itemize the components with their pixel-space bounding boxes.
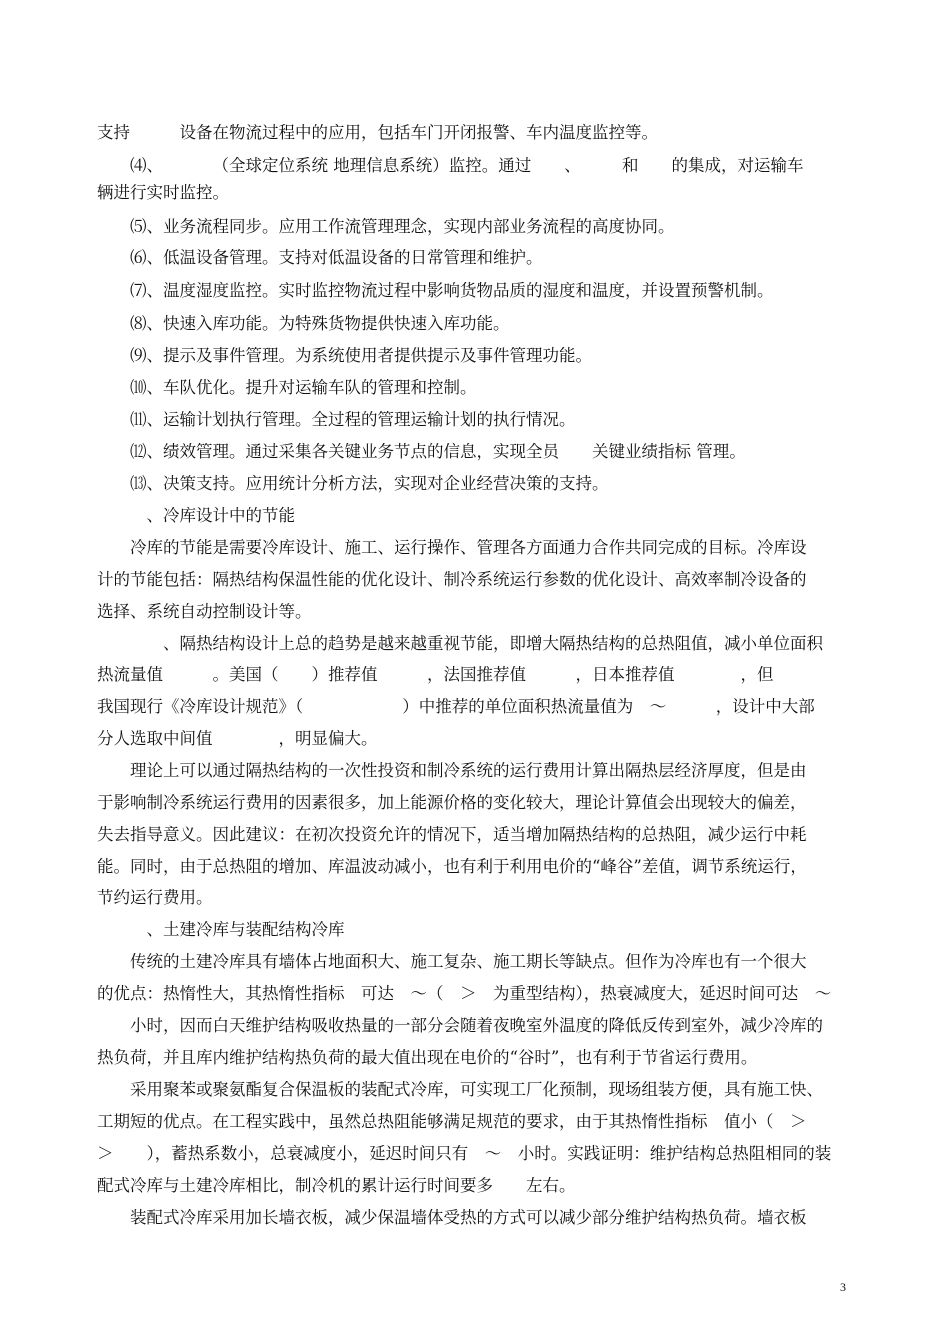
text-line: 我国现行《冷库设计规范》（ ）中推荐的单位面积热流量值为 ～ ，设计中大部 (97, 697, 815, 716)
text-line: ⑷、 （全球定位系统 地理信息系统）监控。通过 、 和 的集成，对运输车 (97, 156, 804, 175)
text-line: ⒀、决策支持。应用统计分析方法，实现对企业经营决策的支持。 (97, 474, 609, 493)
section-heading: 、土建冷库与装配结构冷库 (97, 920, 345, 939)
text-line: 热流量值 。美国（ ）推荐值 ，法国推荐值 ，日本推荐值 ，但 (97, 665, 774, 684)
text-line: 选择、系统自动控制设计等。 (97, 602, 312, 621)
text-line: 工期短的优点。在工程实践中，虽然总热阻能够满足规范的要求，由于其热惰性指标 值小（ ＞ (97, 1112, 807, 1131)
text-line: ⑼、提示及事件管理。为系统使用者提供提示及事件管理功能。 (97, 346, 592, 365)
text-line: 辆进行实时监控。 (97, 183, 229, 202)
text-line: 小时，因而白天维护结构吸收热量的一部分会随着夜晚室外温度的降低反传到室外，减少冷库的 (97, 1016, 823, 1035)
text-line: 失去指导意义。因此建议：在初次投资允许的情况下，适当增加隔热结构的总热阻，减少运行中耗 (97, 825, 807, 844)
text-line: 于影响制冷系统运行费用的因素很多，加上能源价格的变化较大，理论计算值会出现较大的偏差， (97, 793, 807, 812)
text-line: 冷库的节能是需要冷库设计、施工、运行操作、管理各方面通力合作共同完成的目标。冷库设 (97, 538, 807, 557)
text-line: 支持 设备在物流过程中的应用，包括车门开闭报警、车内温度监控等。 (97, 123, 658, 142)
text-line: 采用聚苯或聚氨酯复合保温板的装配式冷库，可实现工厂化预制，现场组装方便，具有施工快、 (97, 1080, 823, 1099)
page-number: 3 (840, 1280, 846, 1294)
text-line: ⑽、车队优化。提升对运输车队的管理和控制。 (97, 378, 477, 397)
section-heading: 、冷库设计中的节能 (97, 506, 295, 525)
text-line: 分人选取中间值 ，明显偏大。 (97, 729, 378, 748)
text-line: ⑺、温度湿度监控。实时监控物流过程中影响货物品质的湿度和温度，并设置预警机制。 (97, 281, 774, 300)
text-line: 热负荷，并且库内维护结构热负荷的最大值出现在电价的“谷时”，也有利于节省运行费用。 (97, 1048, 758, 1067)
text-line: 装配式冷库采用加长墙衣板，减少保温墙体受热的方式可以减少部分维护结构热负荷。墙衣板 (97, 1208, 807, 1227)
text-line: 、隔热结构设计上总的趋势是越来越重视节能，即增大隔热结构的总热阻值，减小单位面积 (97, 634, 823, 653)
text-line: 节约运行费用。 (97, 888, 213, 907)
text-line: ＞ ），蓄热系数小，总衰减度小，延迟时间只有 ～ 小时。实践证明：维护结构总热阻相同的装 (97, 1144, 832, 1163)
text-line: ⑸、业务流程同步。应用工作流管理理念，实现内部业务流程的高度协同。 (97, 217, 675, 236)
text-line: ⑹、低温设备管理。支持对低温设备的日常管理和维护。 (97, 248, 543, 267)
text-line: 能。同时，由于总热阻的增加、库温波动减小，也有利于利用电价的“峰谷”差值，调节系统运行， (97, 857, 807, 876)
text-line: 计的节能包括：隔热结构保温性能的优化设计、制冷系统运行参数的优化设计、高效率制冷设备的 (97, 570, 807, 589)
text-line: 理论上可以通过隔热结构的一次性投资和制冷系统的运行费用计算出隔热层经济厚度，但是由 (97, 761, 807, 780)
text-line: 配式冷库与土建冷库相比，制冷机的累计运行时间要多 左右。 (97, 1176, 576, 1195)
text-line: 的优点：热惰性大，其热惰性指标 可达 ～（ ＞ 为重型结构），热衰减度大，延迟时间可达 ～ (97, 984, 832, 1003)
text-line: 传统的土建冷库具有墙体占地面积大、施工复杂、施工期长等缺点。但作为冷库也有一个很大 (97, 952, 807, 971)
text-line: ⑻、快速入库功能。为特殊货物提供快速入库功能。 (97, 314, 510, 333)
text-line: ⑾、运输计划执行管理。全过程的管理运输计划的执行情况。 (97, 410, 576, 429)
text-line: ⑿、绩效管理。通过采集各关键业务节点的信息，实现全员 关键业绩指标 管理。 (97, 442, 746, 461)
